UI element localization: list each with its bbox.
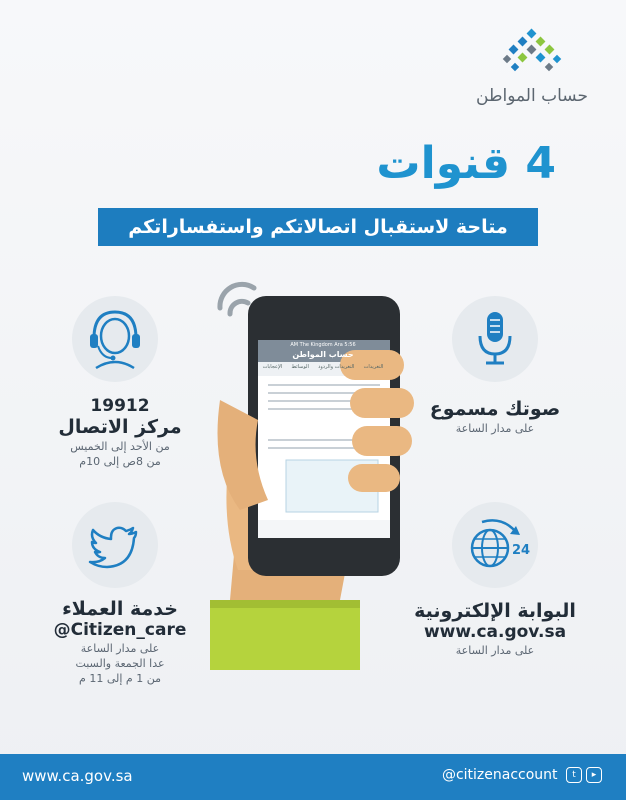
- finger-3: [352, 426, 412, 456]
- call-center-number: 19912: [90, 396, 150, 416]
- twitter-bird-icon: [72, 502, 158, 588]
- green-sleeve: [210, 600, 360, 670]
- customer-service-hours-3: من 1 م إلى 11 م: [79, 672, 161, 685]
- footer-social[interactable]: [442, 767, 602, 783]
- phone-tab: الإعجابات: [262, 364, 283, 370]
- call-center-title: مركز الاتصال: [58, 416, 182, 438]
- portal-icon-circle: [452, 502, 538, 588]
- customer-service-icon-circle: [72, 502, 158, 588]
- voice-hours: على مدار الساعة: [455, 422, 535, 435]
- phone-account-name: حساب المواطن: [292, 350, 354, 359]
- voice-channel: [420, 398, 570, 435]
- subheadline-banner: متاحة لاستقبال اتصالاتكم واستفساراتكم: [98, 208, 538, 246]
- phone-tab: التغريدات والردود: [318, 364, 355, 370]
- microphone-icon: [452, 296, 538, 382]
- voice-icon-circle: [452, 296, 538, 382]
- customer-service-handle: @Citizen_care: [53, 620, 187, 640]
- call-center-channel: [40, 396, 200, 468]
- twitter-icon: t: [566, 767, 582, 783]
- phone-tabs: [258, 364, 388, 370]
- signal-inner-arc: [230, 301, 248, 314]
- footer-bar: [0, 754, 626, 800]
- phone-bottom-nav: [258, 520, 390, 538]
- finger-2: [350, 388, 414, 418]
- customer-service-hours-1: على مدار الساعة: [80, 642, 160, 655]
- portal-hours: على مدار الساعة: [455, 644, 535, 657]
- portal-url[interactable]: www.ca.gov.sa: [423, 622, 567, 642]
- hand-phone-illustration: [190, 270, 430, 690]
- phone-tab: التغريدات: [363, 364, 384, 370]
- phone-status-bar: 5:56 AM The Kingdom Ara: [290, 342, 356, 348]
- portal-badge: 24: [512, 543, 531, 558]
- call-center-days: من الأحد إلى الخميس: [70, 440, 170, 453]
- citizen-account-logo: [472, 26, 592, 106]
- phone-tab: الوسائط: [291, 364, 309, 370]
- headset-icon: [72, 296, 158, 382]
- finger-4: [348, 464, 400, 492]
- portal-title: البوابة الإلكترونية: [414, 600, 576, 622]
- customer-service-hours-2: عدا الجمعة والسبت: [75, 657, 165, 670]
- customer-service-channel: [40, 598, 200, 685]
- footer-handle-text: @citizenaccount: [441, 767, 558, 783]
- logo-mark-icon: [502, 26, 562, 82]
- footer-website-link[interactable]: www.ca.gov.sa: [22, 767, 133, 785]
- call-center-hours: من 8ص إلى 10م: [79, 455, 161, 468]
- voice-title: صوتك مسموع: [429, 398, 561, 420]
- headline: 4 قنوات: [376, 138, 556, 189]
- youtube-icon: ▸: [586, 767, 602, 783]
- logo-text: حساب المواطن: [476, 86, 588, 106]
- call-center-icon-circle: [72, 296, 158, 382]
- globe-24-icon: [452, 502, 538, 588]
- customer-service-title: خدمة العملاء: [62, 598, 178, 620]
- portal-channel: [410, 600, 580, 657]
